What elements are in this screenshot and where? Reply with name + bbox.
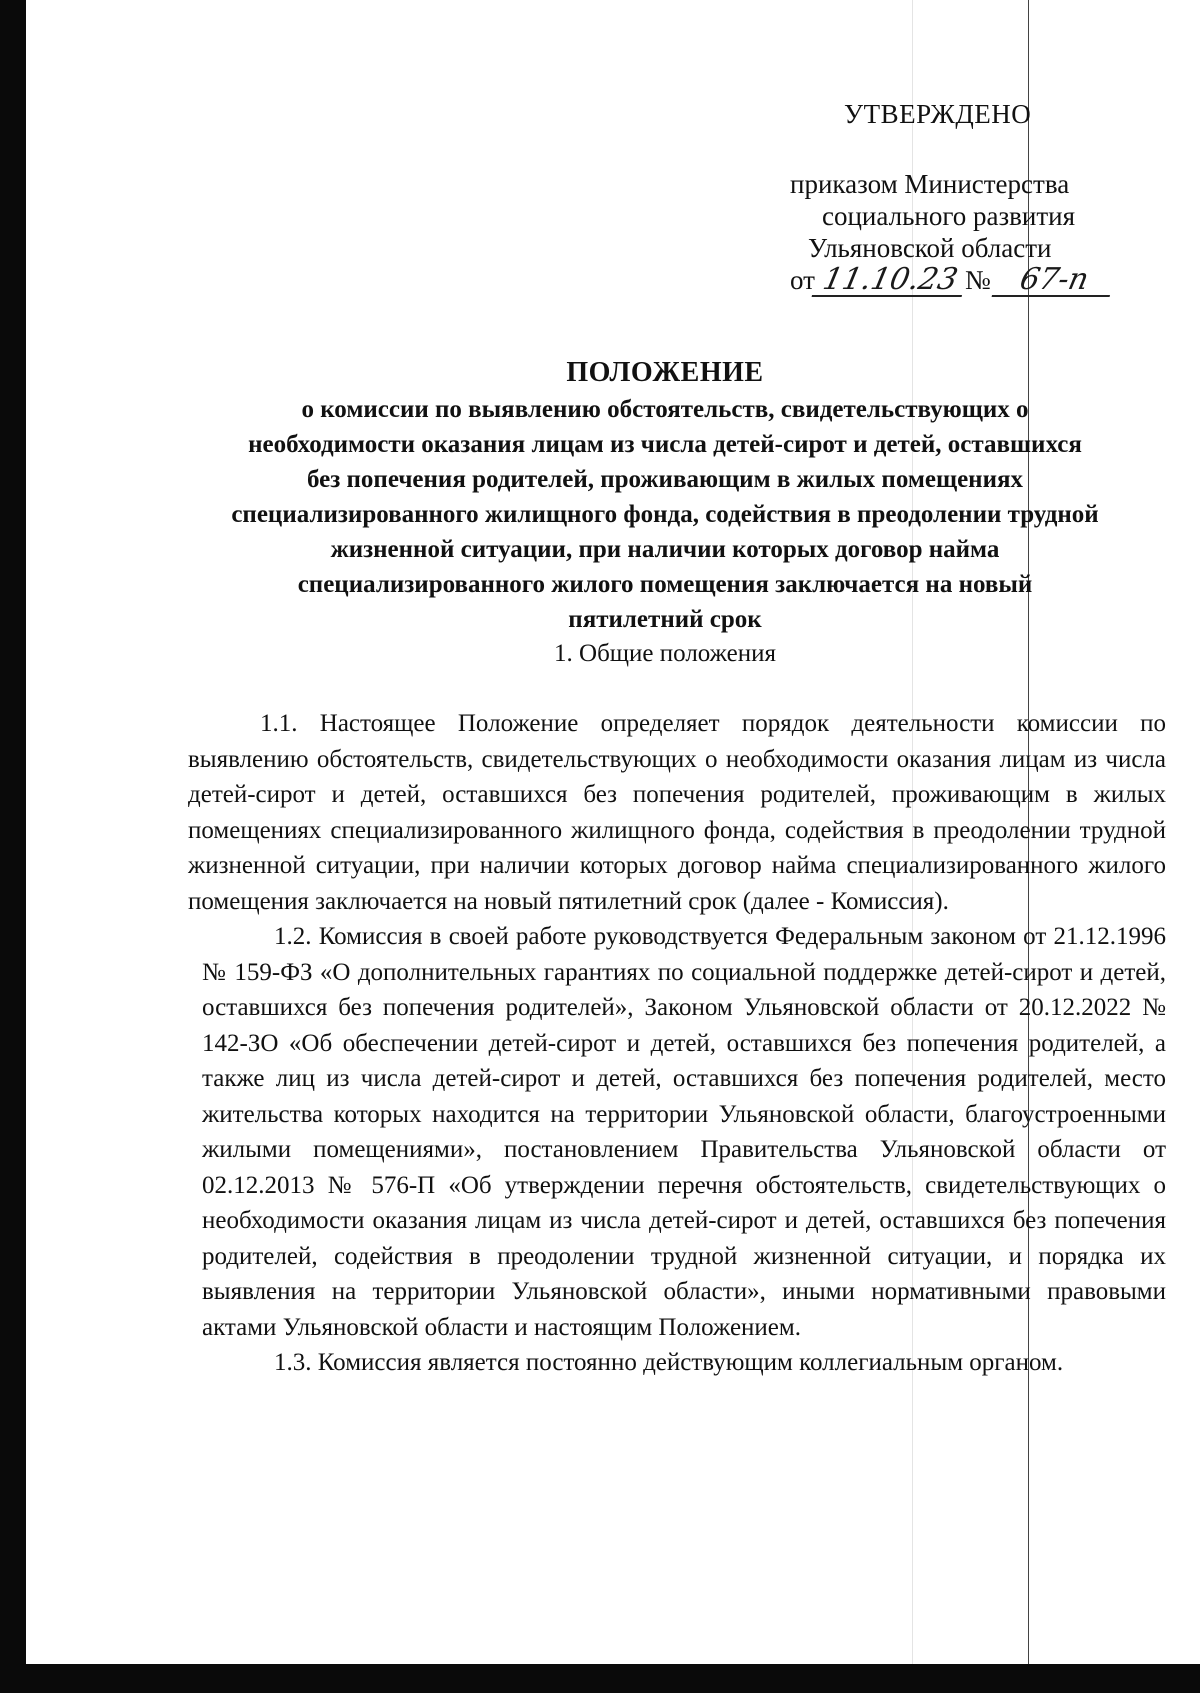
subtitle-line: без попечения родителей, проживающим в жилых помещениях [306, 466, 1024, 493]
handwritten-number: 67-п [991, 265, 1116, 297]
document-body [188, 706, 1166, 1381]
handwritten-date: 11.10.23 [812, 265, 969, 297]
paragraph-1-3: 1.3. Комиссия является постоянно действующим коллегиальным органом. [274, 1349, 1064, 1376]
paragraph-1-2: 1.2. Комиссия в своей работе руководствуется Федеральным законом от 21.12.1996 № 159-ФЗ «О дополнительных гарантиях по социальной поддержке детей-сирот и детей, оставшихся без попечения родителей», Законом Ульяновской области от 20.12.2022 № 142-ЗО «Об обеспечении детей-сирот и детей, оставшихся без попечения родителей, а также лиц из числа детей-сирот и детей, оставшихся без попечения родителей, место жительства которых находится на территории Ульяновской области, благоустроенными жилыми помещениями», постановлением Правительства Ульяновской области от 02.12.2013 № 576-П «Об утверждении перечня обстоятельств, свидетельствующих о необходимости оказания лицам из числа детей-сирот и детей, оставшихся без попечения родителей, содействия в преодолении трудной жизненной ситуации, и порядка их выявления на территории Ульяновской области», иными нормативными правовыми актами Ульяновской области и настоящим Положением. [202, 923, 1166, 1341]
subtitle-line: пятилетний срок [568, 606, 762, 633]
subtitle-line: специализированного жилого помещения заключается на новый [297, 571, 1033, 598]
number-prefix: № [964, 265, 991, 295]
document-subtitle [175, 392, 1155, 637]
document-title: ПОЛОЖЕНИЕ [566, 357, 764, 388]
date-prefix: от [790, 265, 815, 295]
scan-left-border [0, 0, 26, 1693]
approval-order-line: приказом Министерства [790, 169, 1070, 199]
subtitle-line: о комиссии по выявлению обстоятельств, свидетельствующих о [301, 396, 1029, 423]
approval-order-line: социального развития [822, 201, 1076, 231]
approval-order-line: Ульяновской области [808, 233, 1052, 263]
paragraph-1-1: 1.1. Настоящее Положение определяет порядок деятельности комиссии по выявлению обстоятельств, свидетельствующих о необходимости оказания лицам из числа детей-сирот и детей, оставшихся без попечения родителей, проживающим в жилых помещениях специализированного жилищного фонда, содействия в преодолении трудной жизненной ситуации, при наличии которых договор найма специализированного жилого помещения заключается на новый пятилетний срок (далее - Комиссия). [188, 710, 1166, 915]
section-heading: 1. Общие положения [554, 640, 776, 667]
approval-heading: УТВЕРЖДЕНО [844, 99, 1032, 129]
subtitle-line: необходимости оказания лицам из числа детей-сирот и детей, оставшихся [248, 431, 1082, 458]
subtitle-line: жизненной ситуации, при наличии которых договор найма [330, 536, 1000, 563]
subtitle-line: специализированного жилищного фонда, содействия в преодолении трудной [231, 501, 1099, 528]
scan-bottom-border [0, 1664, 1200, 1693]
approval-date-line [790, 264, 1113, 297]
